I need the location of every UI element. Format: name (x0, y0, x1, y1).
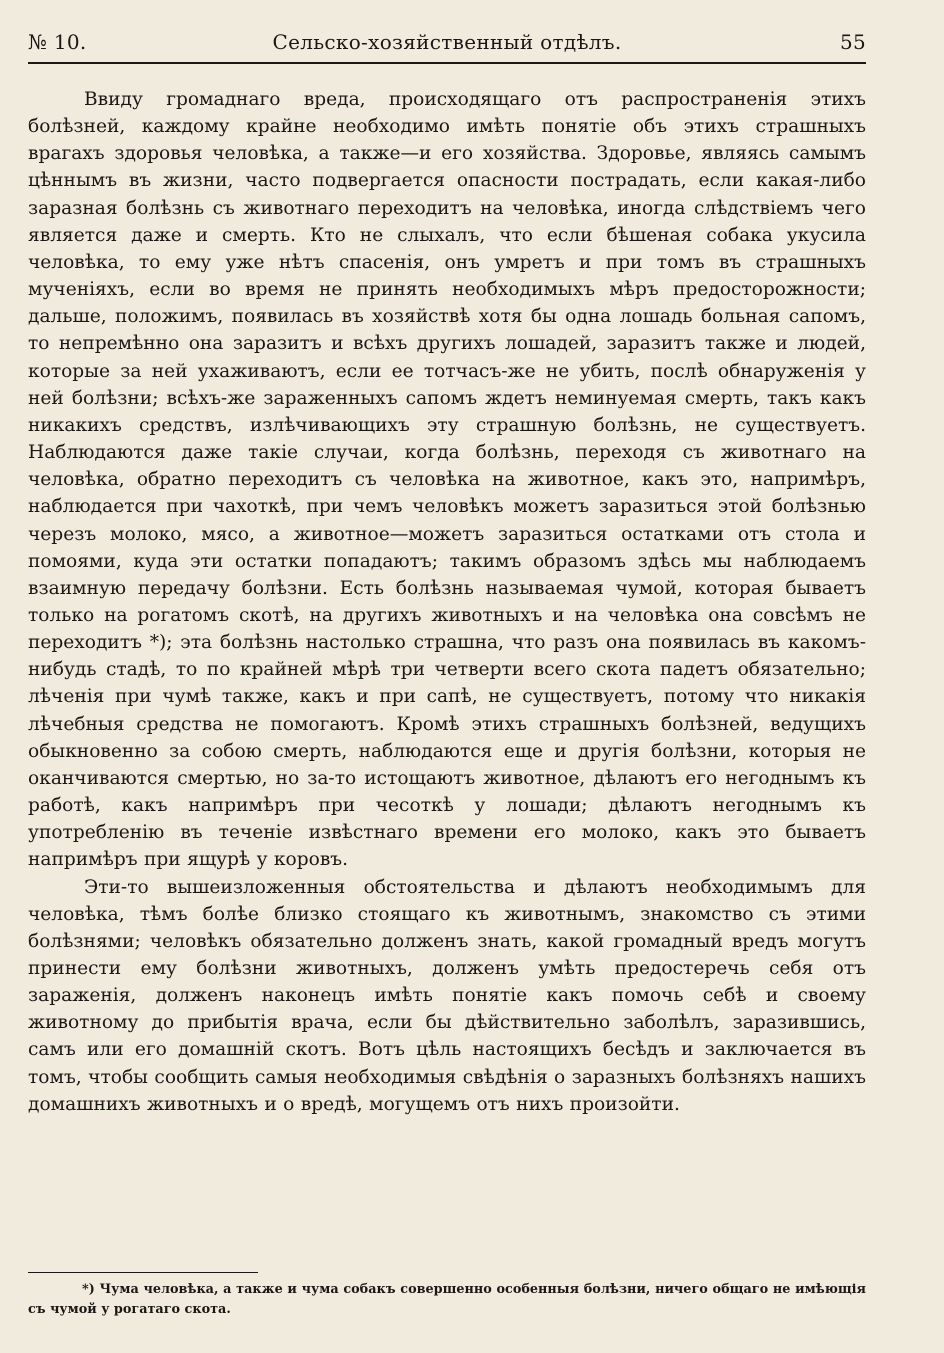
paragraph-1: Ввиду громаднаго вреда, происходящаго отъ распространенія этихъ болѣзней, каждому крайне необходимо имѣть понятіе объ этихъ страшныхъ врагахъ здоровья человѣка, а также—и его хозяйства. Здоровье, являясь самымъ цѣннымъ въ жизни, часто подвергается опасности пострадать, если какая-либо заразная болѣзнь съ животнаго переходитъ на человѣка, иногда слѣдствіемъ чего является даже и смерть. Кто не слыхалъ, что если бѣшеная собака укусила человѣка, то ему уже нѣтъ спасенія, онъ умретъ и при томъ въ страшныхъ мученіяхъ, если во время не принять необходимыхъ мѣръ предосторожности; дальше, положимъ, появилась въ хозяйствѣ хотя бы одна лошадь больная сапомъ, то непремѣнно она заразитъ и всѣхъ другихъ лошадей, заразитъ также и людей, которые за ней ухаживаютъ, если ее тотчасъ-же не убить, послѣ обнаруженія у ней болѣзни; всѣхъ-же зараженныхъ сапомъ ждетъ неминуемая смерть, такъ какъ никакихъ средствъ, излѣчивающихъ эту страшную болѣзнь, не существуетъ. Наблюдаются даже такіе случаи, когда болѣзнь, переходя съ животнаго на человѣка, обратно переходитъ съ человѣка на животное, какъ это, напримѣръ, наблюдается при чахоткѣ, при чемъ человѣкъ можетъ заразиться этой болѣзнью черезъ молоко, мясо, а животное—можетъ заразиться остатками отъ стола и помоями, куда эти остатки попадаютъ; такимъ образомъ здѣсь мы наблюдаемъ взаимную передачу болѣзни. Есть болѣзнь называемая чумой, которая бываетъ только на рогатомъ скотѣ, на другихъ животныхъ и на человѣка она совсѣмъ не переходитъ *); эта болѣзнь настолько страшна, что разъ она появилась въ какомъ-нибудь стадѣ, то по крайней мѣрѣ три четверти всего скота падетъ обязательно; лѣченія при чумѣ также, какъ и при сапѣ, не существуетъ, потому что никакія лѣчебныя средства не помогаютъ. Кромѣ этихъ страшныхъ болѣзней, ведущихъ обыкновенно за собою смерть, наблюдаются еще и другія болѣзни, которыя не оканчиваются смертью, но за-то истощаютъ животное, дѣлаютъ его негоднымъ къ работѣ, какъ напримѣръ при чесоткѣ у лошади; дѣлаютъ негоднымъ къ употребленію въ теченіе извѣстнаго времени его молоко, какъ это бываетъ напримѣръ при ящурѣ у коровъ. (28, 89, 866, 871)
running-header (28, 30, 866, 60)
section-title: Сельско-хозяйственный отдѣлъ. (272, 30, 622, 54)
main-text (28, 86, 866, 1118)
footnote-rule (28, 1272, 258, 1273)
footnote: *) Чума человѣка, а также и чума собакъ совершенно особенныя болѣзни, ничего общаго не имѣющія съ чумой у рогатаго скота. (28, 1282, 866, 1317)
header-rule (28, 62, 866, 64)
paragraph-2: Эти-то вышеизложенныя обстоятельства и дѣлаютъ необходимымъ для человѣка, тѣмъ болѣе близко стоящаго къ животнымъ, знакомство съ этими болѣзнями; человѣкъ обязательно долженъ знать, какой громадный вредъ могутъ принести ему болѣзни животныхъ, долженъ умѣть предостеречь себя отъ зараженія, долженъ наконецъ имѣть понятіе какъ помочь себѣ и своему животному до прибытія врача, если бы дѣйствительно заболѣлъ, заразившись, самъ или его домашній скотъ. Вотъ цѣль настоящихъ бесѣдъ и заключается въ томъ, чтобы сообщить самыя необходимыя свѣдѣнія о заразныхъ болѣзняхъ нашихъ домашнихъ животныхъ и о вредѣ, могущемъ отъ нихъ произойти. (28, 876, 866, 1115)
issue-number: № 10. (28, 30, 87, 54)
page-number: 55 (839, 30, 866, 54)
